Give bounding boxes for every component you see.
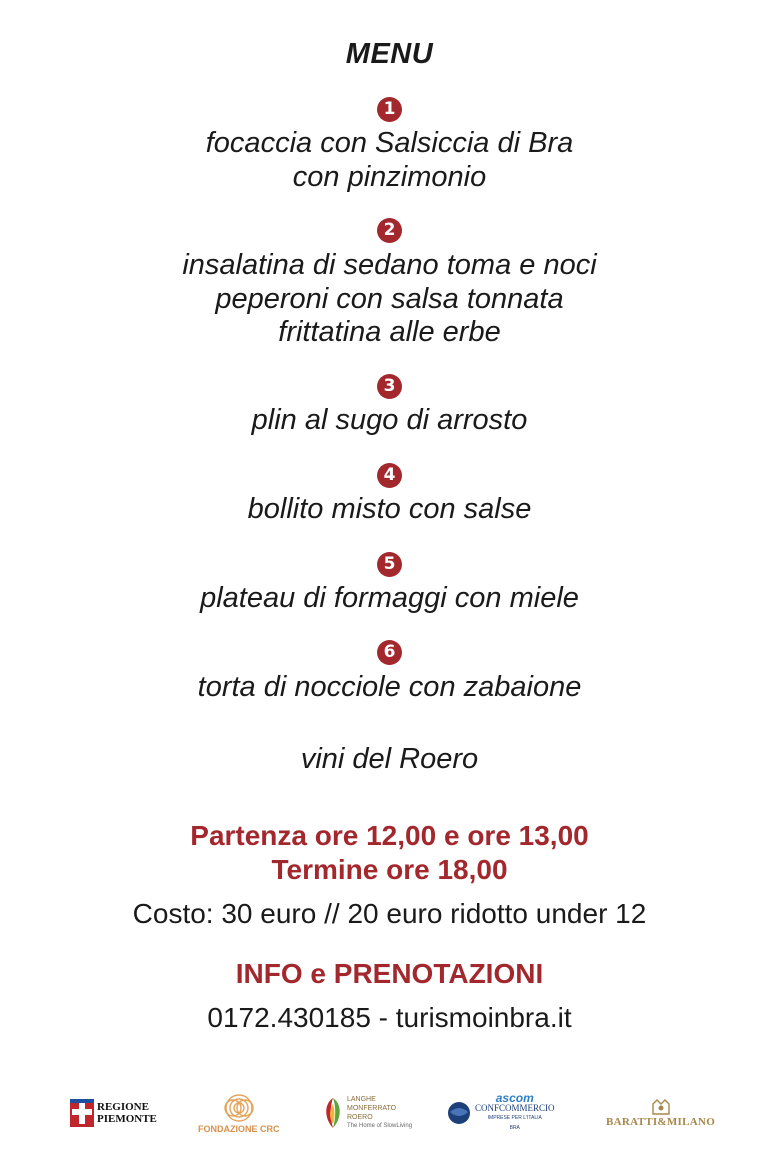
baratti-milano-logo <box>606 1088 715 1138</box>
menu-title: MENU <box>345 38 434 70</box>
departure-times: Partenza ore 12,00 e ore 13,00 <box>190 820 589 851</box>
course-number-badge: 4 <box>377 463 402 488</box>
baratti-label: BARATTI&MILANO <box>606 1116 716 1128</box>
crest-icon <box>650 1098 672 1116</box>
ascom-label: ascom <box>495 1091 534 1105</box>
confcommercio-city: BRA <box>509 1125 520 1131</box>
end-time: Termine ore 18,00 <box>271 854 508 885</box>
fondazione-crc-logo <box>198 1088 280 1138</box>
langhe-leaf-icon <box>322 1096 344 1130</box>
piemonte-shield-icon <box>70 1099 94 1127</box>
langhe-tagline: The Home of SlowLiving <box>347 1123 413 1129</box>
contact-line: 0172.430185 - turismoinbra.it <box>207 1002 572 1033</box>
piemonte-label: PIEMONTE <box>97 1113 157 1125</box>
dish-line: plin al sugo di arrosto <box>251 404 528 436</box>
dish-line: torta di nocciole con zabaione <box>197 671 582 703</box>
fondazione-rings-icon <box>219 1093 259 1123</box>
dish-line: peperoni con salsa tonnata <box>215 283 564 315</box>
course-number-badge: 3 <box>377 374 402 399</box>
langhe-label: LANGHE <box>347 1096 376 1103</box>
dish-line: insalatina di sedano toma e noci <box>182 249 597 281</box>
regione-label: REGIONE <box>97 1101 149 1113</box>
dish-line: bollito misto con salse <box>247 493 532 525</box>
cost-line: Costo: 30 euro // 20 euro ridotto under 12 <box>132 898 647 929</box>
langhe-monferrato-roero-logo <box>322 1088 412 1138</box>
fondazione-label: FONDAZIONE CRC <box>198 1123 280 1134</box>
course-number-badge: 5 <box>377 552 402 577</box>
roero-label: ROERO <box>347 1114 373 1121</box>
monferrato-label: MONFERRATO <box>347 1105 397 1112</box>
dish-line: con pinzimonio <box>292 161 487 193</box>
confcommercio-label: CONFCOMMERCIO <box>475 1103 555 1113</box>
dish-line: focaccia con Salsiccia di Bra <box>205 127 574 159</box>
dish-line: frittatina alle erbe <box>278 316 501 348</box>
confcommercio-logo <box>446 1088 555 1138</box>
confcommercio-subtitle: IMPRESE PER L'ITALIA <box>487 1115 542 1121</box>
course-number-badge: 1 <box>377 97 402 122</box>
globe-icon <box>446 1100 472 1126</box>
course-number-badge: 6 <box>377 640 402 665</box>
dish-line: plateau di formaggi con miele <box>200 582 579 614</box>
wines-line: vini del Roero <box>300 743 479 775</box>
info-heading: INFO e PRENOTAZIONI <box>235 958 544 989</box>
course-number-badge: 2 <box>377 218 402 243</box>
regione-piemonte-logo <box>70 1088 157 1138</box>
